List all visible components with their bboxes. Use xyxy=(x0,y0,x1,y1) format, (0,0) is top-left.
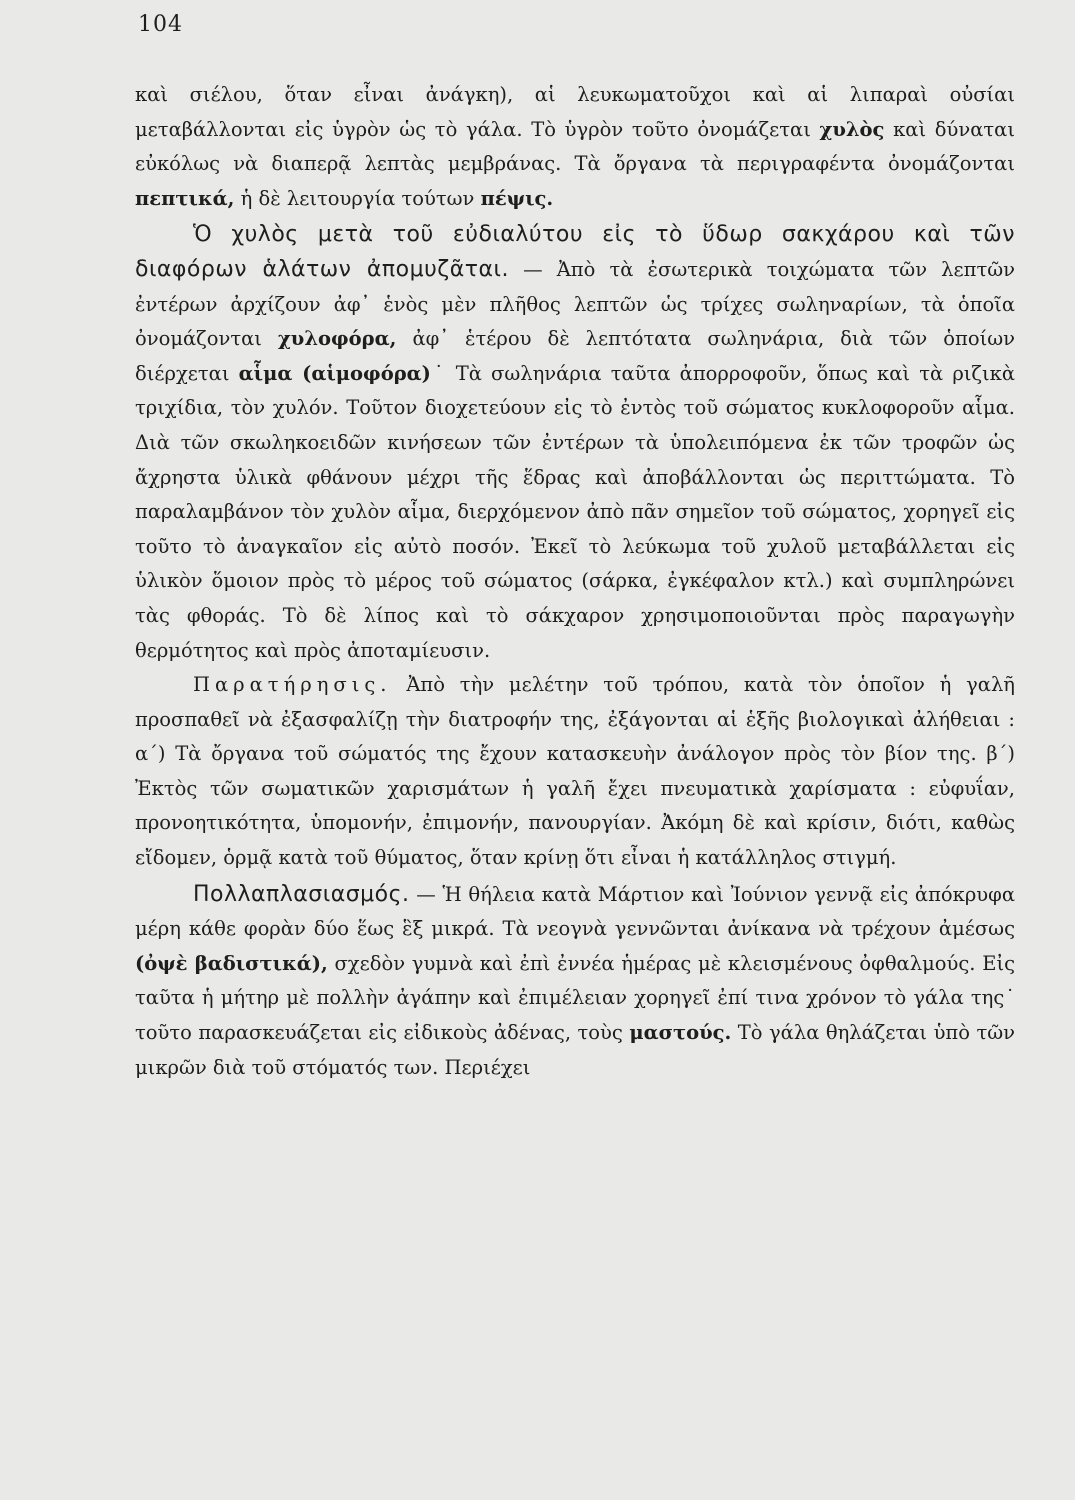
paragraph-text: Τὸ γάλα θηλάζεται ὑπὸ τῶν μικρῶν διὰ τοῦ στόματός των. Περιέχει xyxy=(135,1021,1016,1079)
page-number: 104 xyxy=(138,12,183,37)
section-heading-reproduction: Πολλαπλασιασμός. xyxy=(193,881,410,907)
paragraph-digestion xyxy=(135,78,1015,216)
term-digestive: πεπτικά, xyxy=(135,186,235,210)
paragraph-text: καὶ σιέλου, ὅταν εἶναι ἀνάγκη), αἱ λευκωματοῦχοι καὶ αἱ λιπαραὶ οὐσίαι μεταβάλλονται εἰς ὑγρὸν ὡς τὸ γάλα. Τὸ ὑγρὸν τοῦτο ὀνομάζεται xyxy=(135,83,1015,141)
paragraph-remark xyxy=(135,668,1015,876)
paragraph-text: — Ἀπὸ τὰ ἐσωτερικὰ τοιχώματα τῶν λεπτῶν ἐντέρων ἀρχίζουν ἀφ᾽ ἑνὸς μὲν πλῆθος λεπτῶν ὡς τρίχες σωληναρίων, τὰ ὁποῖα ὀνομάζονται xyxy=(135,257,1016,351)
paragraph-text: ἀφ᾽ ἑτέρου δὲ λεπτότατα σωληνάρια, διὰ τῶν ὁποίων διέρχεται xyxy=(135,327,1016,385)
paragraph-text: σχεδὸν γυμνὰ καὶ ἐπὶ ἐννέα ἡμέρας μὲ κλεισμένους ὀφθαλμούς. Εἰς ταῦτα ἡ μήτηρ μὲ πολλὴν ἀγάπην καὶ ἐπιμέλειαν χορηγεῖ ἐπί τινα χρόνον τὸ γάλα της˙ τοῦτο παρασκευάζεται εἰς εἰδικοὺς ἀδένας, τοὺς xyxy=(135,951,1016,1045)
paragraph-text: καὶ δύναται εὐκόλως νὰ διαπερᾷ λεπτὰς μεμβράνας. Τὰ ὄργανα τὰ περιγραφέντα ὀνομάζονται xyxy=(135,117,1015,176)
term-mammary-glands: μαστούς. xyxy=(629,1021,732,1045)
term-blood-vessels: αἷμα (αἱμοφόρα) xyxy=(238,361,431,385)
paragraph-text: Ἀπὸ τὴν μελέτην τοῦ τρόπου, κατὰ τὸν ὁποῖον ἡ γαλῆ προσπαθεῖ νὰ ἐξασφαλίζῃ τὴν διατροφήν της, ἐξάγονται αἱ ἑξῆς βιολογικαὶ ἀλήθειαι : α΄) Τὰ ὄργανα τοῦ σώματός της ἔχουν κατασκευὴν ἀνάλογον πρὸς τὸν βίον της. β΄) Ἐκτὸς τῶν σωματικῶν χαρισμάτων ἡ γαλῆ ἔχει πνευματικὰ χαρίσματα : εὐφυΐαν, προνοητικότητα, ὑπομονήν, ἐπιμονήν, πανουργίαν. Ἀκόμη δὲ καὶ κρίσιν, διότι, καθὼς εἴδομεν, ὁρμᾷ κατὰ τοῦ θύματος, ὅταν κρίνῃ ὅτι εἶναι ἡ κατάλληλος στιγμή. xyxy=(135,673,1015,870)
section-heading-absorption: Ὁ χυλὸς μετὰ τοῦ εὐδιαλύτου εἰς τὸ ὕδωρ σακχάρου καὶ τῶν διαφόρων ἁλάτων ἀπομυζᾶται. xyxy=(135,222,1015,282)
paragraph-text: ˙ Τὰ σωληνάρια ταῦτα ἀπορροφοῦν, ὅπως καὶ τὰ ριζικὰ τριχίδια, τὸν χυλόν. Τοῦτον διοχετεύουν εἰς τὸ ἐντὸς τοῦ σώματος κυκλοφοροῦν αἷμα. Διὰ τῶν σκωληκοειδῶν κινήσεων τῶν ἐντέρων τὰ ὑπολειπόμενα ἐκ τῶν τροφῶν ὡς ἄχρηστα ὑλικὰ φθάνουν μέχρι τῆς ἕδρας καὶ ἀποβάλλονται ὡς περιττώματα. Τὸ παραλαμβάνον τὸν χυλὸν αἷμα, διερχόμενον ἀπὸ πᾶν σημεῖον τοῦ σώματος, χορηγεῖ εἰς τοῦτο τὸ ἀναγκαῖον εἰς αὐτὸ ποσόν. Ἐκεῖ τὸ λεύκωμα τοῦ χυλοῦ μεταβάλλεται εἰς ὑλικὸν ὅμοιον πρὸς τὸ μέρος τοῦ σώματος (σάρκα, ἐγκέφαλον κτλ.) καὶ συμπληρώνει τὰς φθοράς. Τὸ δὲ λίπος καὶ τὸ σάκχαρον χρησιμοποιοῦνται πρὸς παραγωγὴν θερμότητος καὶ πρὸς ἀποταμίευσιν. xyxy=(135,361,1016,662)
paragraph-text: — Ἡ θήλεια κατὰ Μάρτιον καὶ Ἰούνιον γεννᾷ εἰς ἀπόκρυφα μέρη κάθε φορὰν δύο ἕως ἓξ μικρά. Τὰ νεογνὰ γεννῶνται ἀνίκανα νὰ τρέχουν ἀμέσως xyxy=(135,882,1015,941)
paragraph-reproduction xyxy=(135,878,1015,1086)
term-digestion: πέψις. xyxy=(480,186,554,210)
remark-label: Παρατήρησις. xyxy=(193,673,392,697)
term-chyle-vessels: χυλοφόρα, xyxy=(277,327,397,351)
paragraph-text: ἡ δὲ λειτουργία τούτων xyxy=(234,186,481,210)
paragraph-absorption xyxy=(135,218,1015,668)
page-body xyxy=(135,78,1015,1085)
term-late-walkers: (ὀψὲ βαδιστικά), xyxy=(135,951,328,975)
term-chyle: χυλὸς xyxy=(819,117,885,141)
